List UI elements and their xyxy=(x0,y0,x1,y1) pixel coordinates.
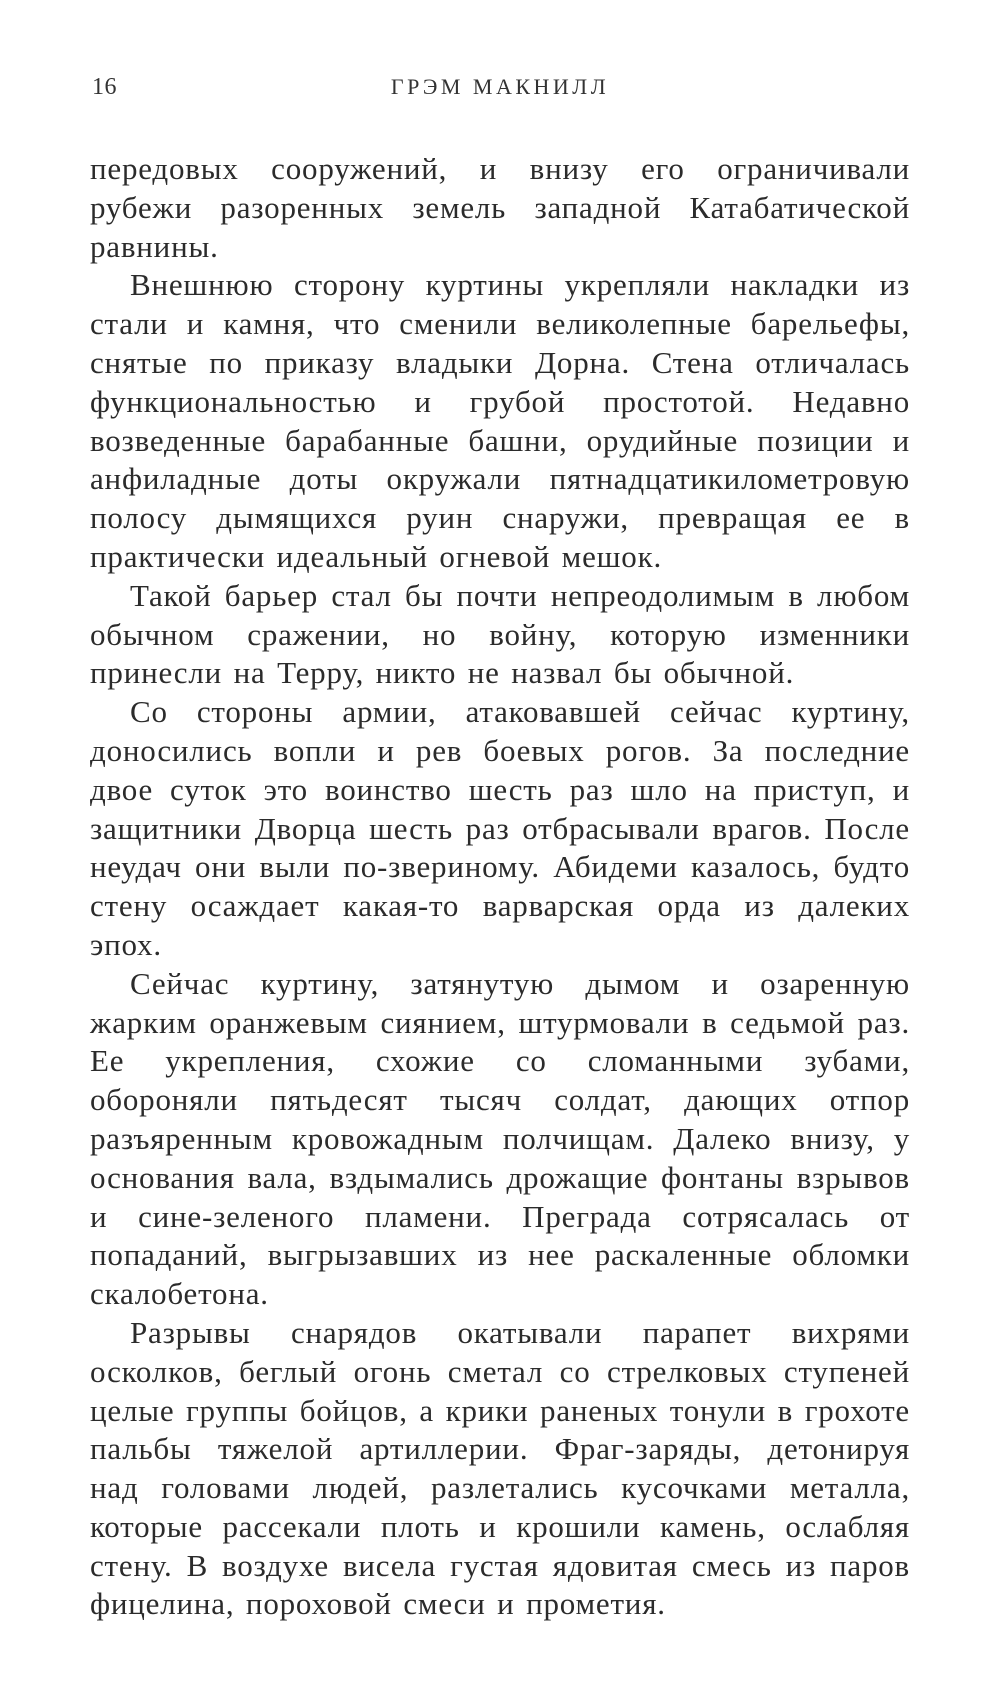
paragraph: передовых сооружений, и внизу его ограничивали рубежи разоренных земель западной Катабатической равнины. xyxy=(90,151,910,264)
running-header xyxy=(92,74,908,114)
body-text xyxy=(90,150,910,1624)
paragraph: Внешнюю сторону куртины укрепляли накладки из стали и камня, что сменили великолепные барельефы, снятые по приказу владыки Дорна. Стена отличалась функциональностью и грубой простотой. Недавно возведенные барабанные башни, орудийные позиции и анфиладные доты окружали пятнадцатикилометровую полосу дымящихся руин снаружи, превращая ее в практически идеальный огневой мешок. xyxy=(90,267,910,574)
paragraph: Такой барьер стал бы почти непреодолимым в любом обычном сражении, но войну, которую изменники принесли на Терру, никто не назвал бы обычной. xyxy=(90,577,910,691)
paragraph: Сейчас куртину, затянутую дымом и озаренную жарким оранжевым сиянием, штурмовали в седьмой раз. Ее укрепления, схожие со сломанными зубами, обороняли пятьдесят тысяч солдат, дающих отпор разъяренным кровожадным полчищам. Далеко внизу, у основания вала, вздымались дрожащие фонтаны взрывов и сине-зеленого пламени. Преграда сотрясалась от попаданий, выгрызавших из нее раскаленные обломки скалобетона. xyxy=(90,965,910,1312)
running-title: ГРЭМ МАКНИЛЛ xyxy=(390,74,610,99)
paragraph: Со стороны армии, атаковавшей сейчас куртину, доносились вопли и рев боевых рогов. За последние двое суток это воинство шесть раз шло на приступ, и защитники Дворца шесть раз отбрасывали врагов. После неудач они выли по-звериному. Абидеми казалось, будто стену осаждает какая-то варварская орда из далеких эпох. xyxy=(90,694,910,962)
paragraph: Разрывы снарядов окатывали парапет вихрями осколков, беглый огонь сметал со стрелковых ступеней целые группы бойцов, а крики раненых тонули в грохоте пальбы тяжелой артиллерии. Фраг-заряды, детонируя над головами людей, разлетались кусочками металла, которые рассекали плоть и крошили камень, ослабляя стену. В воздухе висела густая ядовитая смесь из паров фицелина, пороховой смеси и прометия. xyxy=(90,1314,910,1622)
page-number: 16 xyxy=(92,74,117,100)
